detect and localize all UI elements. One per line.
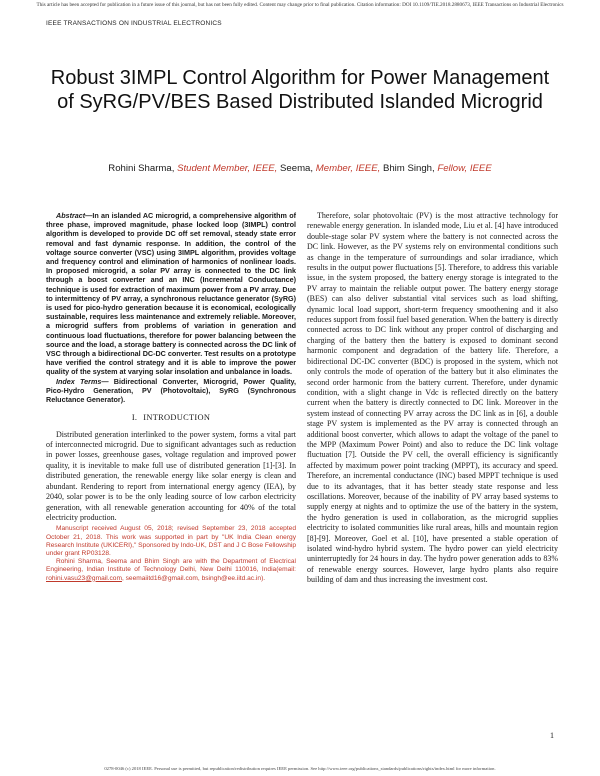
section-title: INTRODUCTION: [143, 413, 211, 423]
left-column: [46, 211, 296, 583]
abstract: [46, 211, 296, 377]
author-name: Bhim Singh,: [382, 163, 435, 174]
journal-header: IEEE TRANSACTIONS ON INDUSTRIAL ELECTRONICS: [46, 20, 222, 27]
author-list: [40, 163, 560, 174]
author-membership: Student Member, IEEE,: [177, 163, 278, 174]
author-name: Seema,: [280, 163, 314, 174]
right-column: [307, 211, 558, 586]
author-membership: Member, IEEE,: [315, 163, 381, 174]
manuscript-footnote: Manuscript received August 05, 2018; revised September 23, 2018 accepted October 21, 2018. This work was supported in part by "UK India Clean energy Research Institute (UKICERI)," Sponsored by Indo-UK, DST and J C Bose Fellowship under grant RP03128.: [46, 525, 296, 557]
paper-title: Robust 3IMPL Control Algorithm for Power Management of SyRG/PV/BES Based Distributed Islanded Microgrid: [50, 67, 550, 113]
section-number: I.: [131, 413, 138, 423]
copyright-footer: 0278-0046 (c) 2018 IEEE. Personal use is permitted, but republication/redistribution requires IEEE permission. See http://www.ieee.org/publications_standards/publications/rights/index.html for more information.: [104, 766, 496, 771]
abstract-text: In an islanded AC microgrid, a comprehensive algorithm of three phase, improved magnitude, phase locked loop (3IMPL) control algorithm is developed to provide DC off set removal, steady state error removal and fast dynamic response. In addition, the control of the voltage source converter (VSC) using 3IMPL algorithm, provides voltage and frequency control and elimination of harmonics of nonlinear loads. In proposed microgrid, a solar PV array is connected to the DC link through a boost converter and an INC (Incremental Conductance) technique is used for extraction of maximum power from a PV array. Due to intermittency of PV array, a synchronous reluctance generator (SyRG) is used for pico-hydro generation because it is economical, ecologically sustainable, requires less maintenance and extremely reliable. Moreover, a microgrid suffers from problems of variation in generation and continuous load fluctuations, therefore for power balancing between the source and the load, a storage battery is connected across the DC link of VSC through a bidirectional DC-DC converter. Test results on a prototype have verified the control strategy and it is able to improve the power quality of the system at varying solar insolation and unbalance in loads.: [46, 211, 296, 377]
index-terms-label: Index Terms—: [56, 376, 109, 386]
email-link[interactable]: rohini.vasu23@gmail.com: [46, 574, 122, 582]
publication-notice: This article has been accepted for publication in a future issue of this journal, but has not been fully edited. Content may change prior to final publication. Citation information: DOI 10.1109/TIE.2018.2880673, IEEE Transactions on Industrial Electronics: [36, 2, 564, 8]
index-terms: [46, 377, 296, 405]
page-number: 1: [550, 731, 554, 740]
affiliation-footnote: [46, 558, 296, 583]
body-paragraph: Therefore, solar photovoltaic (PV) is the most attractive technology for renewable energy generation. In islanded mode, Liu et al. [4] have introduced double-stage solar PV system where the battery is not connected across the DC link. However, as the PV systems rely on environmental conditions such as change in the temperature of surroundings and solar irradiance, which results in the output power fluctuations [5]. Therefore, to address this variable issue, in the system proposed, the battery energy storage is integrated to the PV array to maintain the reliable output power. The battery energy storage (BES) can also deliver substantial vital services such as load shifting, dynamic local load support, short-term frequency smoothening and it also reduces support from fossil fuel based generation. When the battery is directly connected across to DC link without any proper control of discharging and charging of the battery then the battery is exposed to dominant second harmonic component and degradation of the battery life. Therefore, a bidirectional DC-DC converter (BDC) is proposed in the system, which not only controls the mode of operation of the battery but it also eliminates the second order harmonic from the battery current. Therefore, under dynamic condition, with a slight change in Vdc is reflected directly on the battery current when the battery is directly connected to DC link. Moreover in the system instead of connecting PV array across the DC link as in [6], a double stage PV system is implemented as the PV array is connected through an additional boost converter, which allows to adapt the voltage of the panel to the MPP (Maximum Power Point) and also to reduce the DC link voltage fluctuation [7]. Outside the PV cell, the overall efficiency is significantly affected by maximum power point tracking (MPPT), its accuracy and speed. Therefore, an incremental conductance (INC) based MPPT technique is used due to its advantages, that it has better steady state response and less oscillations. Moreover, because of the inability of PV array based systems to supply energy at nights and to optimize the use of the battery in the system, the hydro generation is used in collaboration, as the microgrid supplies electricity to isolated communities like rural areas, hills and mountain region [8]-[9]. Moreover, Goel et al. [10], have presented a stable operation of isolated wind-hydro hybrid system. The hydro power can yield electricity uninterruptedly for 24 hours in day. The hydro power generation adds to 83% of renewable energy sources. However, large hydro plants also require building of dam and thus increasing the investment cost.: [307, 211, 558, 585]
section-heading: [46, 413, 296, 423]
author-name: Rohini Sharma,: [108, 163, 175, 174]
affiliation-text: Rohini Sharma, Seema and Bhim Singh are with the Department of Electrical Engineering, Indian Institute of Technology Delhi, New Delhi 110016, India(email:: [46, 558, 296, 574]
intro-paragraph: Distributed generation interlinked to the power system, forms a vital part of interconnected microgrid. Due to significant advantages such as reduction in power losses, greenhouse gases, voltage regulation and improved power quality, it is inevitable to make full use of distributed generation [1]-[3]. In distributed generation, the renewable energy like solar energy is clean and abundant. Rendering to report from international energy agency (IEA), by 2040, solar power is to be the only leading source of low carbon electricity generation, with all renewable generation accounting for 40% of the total electricity production.: [46, 429, 296, 522]
index-terms-text: Bidirectional Converter, Microgrid, Power Quality, Pico-Hydro Generation, PV (Photovoltaic), SyRG (Synchronous Reluctance Generator).: [46, 376, 296, 405]
abstract-label: Abstract—: [56, 211, 93, 220]
affiliation-emails: , seemaiitd16@gmail.com, bsingh@ee.iitd.ac.in).: [121, 574, 266, 582]
author-membership: Fellow, IEEE: [437, 163, 492, 174]
